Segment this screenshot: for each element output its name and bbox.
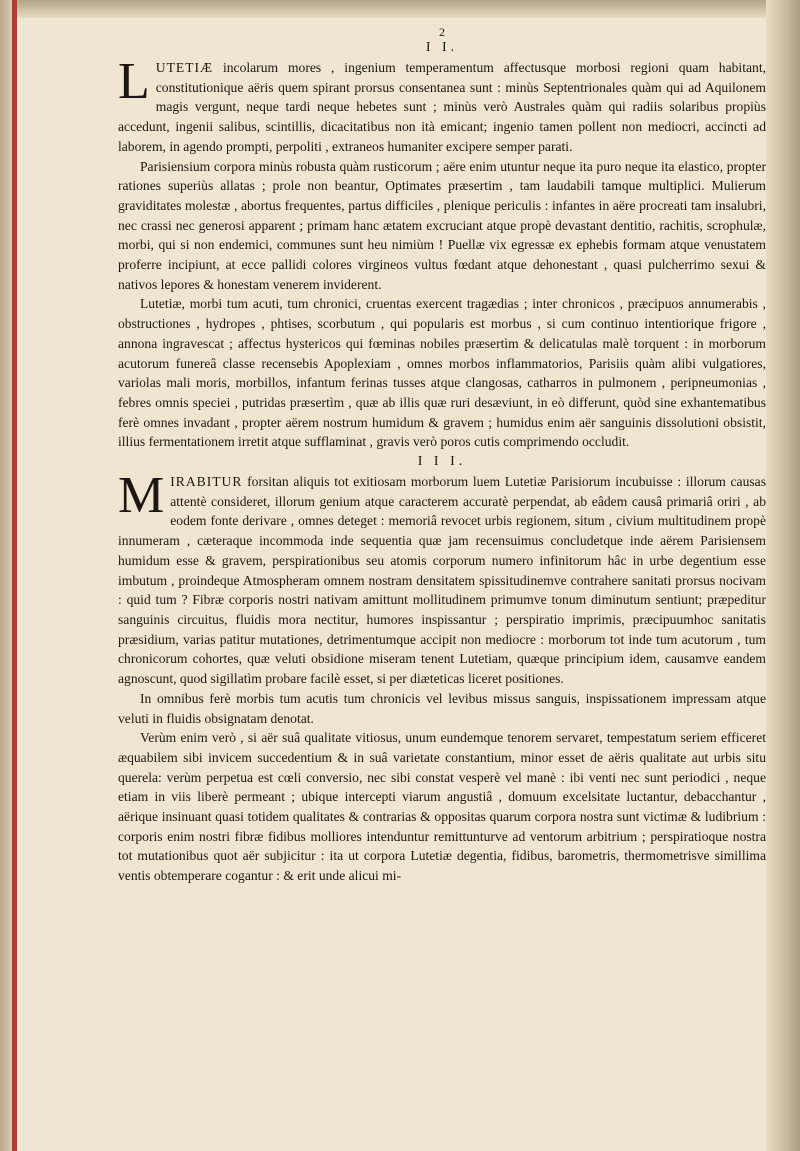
- paragraph: [118, 53, 766, 157]
- paragraph: [118, 467, 766, 689]
- paragraph: Lutetiæ, morbi tum acuti, tum chronici, cruentas exercent tragædias ; inter chronicos , præcipuos annumerabis , obstructiones , hydropes , phtises, scorbutum , qui popularis est morbus , si cum continuo intentiorique frigore , annona ingravescat ; affectus hystericos qui fœminas nobiles præsertìm & delicatulas malè torquent : in morborum acutorum funereâ classe recensebis Apoplexiam , omnes morbos inflammatorios, Parisiis quàm alibi vulgatiores, variolas mali moris, morbillos, infantum ferinas tusses atque clangosas, catharros in pulmonem , peripneumonias , febres omnis speciei , putridas præsertìm , quæ ab illis quæ ruri desæviunt, in eò differunt, quòd sine exhantematibus ferè omnes invadant , propter aërem nostrum humidum & gravem ; humidus enim aër sanguinis dissolutioni obsistit, illius fermentationem irretit atque sufflaminat , gravis verò poros cutis comprimendo occludit.: [118, 296, 766, 450]
- paragraph: Parisiensium corpora minùs robusta quàm rusticorum ; aëre enim utuntur neque ita puro neque ita elastico, propter rationes superiùs allatas ; prole non beantur, Optimates præsertim , tam laudabili tamque multiplici. Mulierum graviditates molestæ , abortus frequentes, partus difficiles , plenique periculis : infantes in aëre procreati tam insalubri, nec crassi nec generosi apparent ; primam hanc ætatem excruciant atque propè devastant dentitio, rachitis, scrophulæ, morbi, qui si non endemici, communes sunt heu nimiùm ! Puellæ vix egressæ ex ephebis formam atque venustatem proferre incipiunt, at ecce pallidi colores virgineos vultus fœdant atque dehonestant , quasi pulcherrimo sexui & nativos lepores & honestam venerem inviderent.: [118, 158, 766, 292]
- red-margin-rule: [12, 0, 17, 1151]
- drop-cap: M: [118, 467, 165, 525]
- paragraph-text: incolarum mores , ingenium temperamentum affectusque morbosi regioni quam habitant, constitutionique aëris quem spirant prorsus consentanea sunt : minùs Septentrionales quàm qui ad Aquilonem magis vergunt, neque tardi neque hebetes sunt ; minùs verò Australes quàm qui radiis solaribus propiùs accedunt, ingenii salibus, scintillis, dicacitatibus non ità emicant; ingenio tamen pollent non mediocri, accincti ad laborem, in agendo prompti, perpoliti , extraneos humaniter excipere semper parati.: [118, 60, 766, 154]
- text-column: [118, 26, 766, 886]
- lead-word: IRABITUR: [170, 474, 243, 490]
- paragraph: In omnibus ferè morbis tum acutis tum chronicis vel levibus missus sanguis, inspissationem impressam atque veluti in fluidis obsignatam denotat.: [118, 690, 766, 726]
- page-number: 2: [439, 25, 445, 39]
- drop-cap: L: [118, 53, 150, 110]
- section-number: I I.: [425, 40, 459, 55]
- paragraph: Verùm enim verò , si aër suâ qualitate vitiosus, unum eundemque tenorem servaret, tempestatum seriem efficeret æquabilem sibi invicem succedentium & in suâ varietate constantium, minor esset de aëris qualitate aut urbis situ querela: verùm perpetua est cœli conversio, nec sibi constat vesperè vel manè : ibi venti nec sunt periodici , neque etiam in viis liberè permeant ; ubique intercepti viarum angustiâ , domuum excelsitate luctantur, debacchantur , aërique insinuant quasi totidem qualitates & contrarias & oppositas quarum corpora nostra sunt victimæ & ludibrium : corporis enim nostri fibræ fidibus molliores intenduntur remittunturve ad ventorum arbitrium ; perspiratioque nostra tot mutationibus quot aër subjicitur : ita ut corpora Lutetiæ degentia, fidibus, barometris, thermometrisve simillima ventis obtemperare cogantur : & erit unde alicui mi-: [118, 730, 766, 884]
- page-fore-edge: [766, 0, 800, 1151]
- section-number: I I I.: [417, 454, 467, 470]
- page-top-edge: [0, 0, 800, 18]
- page-gutter: [0, 0, 12, 1151]
- lead-word: UTETIÆ: [155, 60, 214, 75]
- paragraph-text: forsitan aliquis tot exitiosam morborum luem Lutetiæ Parisiorum incubuisse : illorum causas attentè consideret, illorum genium atque caracterem accuratè perpendat, ab eâdem causâ primariâ oriri , ab eodem fonte derivare , omnes deteget : memoriâ revocet urbis regionem, situm , civium multitudinem propè innumeram , cæteraque incommoda inde sequentia quæ jam recensuimus concludetque inde aërem Parisiensem humidum esse & gravem, perspirationibus seu atomis corporum numero infinitorum hâc in urbe degentium esse imbutum , proindeque Atmospheram omnem nostram densitatem spissitudinemve contrahere sanitati prorsus nocivam : quid tum ? Fibræ corporis nostri nativam amittunt mollitudinem primumve tonum diminutum sentiunt; præpeditur sanguinis circuitus, fluidis mora nectitur, humores inspissantur ; perspiratio imprimis, præcipuumhoc sanitatis præsidium, varias patitur mutationes, detrimentumque accipit non mediocre : morborum tot inde tum acutorum , tum chronicorum cohortes, quæ veluti obsidione miseram tenent Lutetiam, quæque principium idem, causamve eandem agnoscunt, quod sigillatìm probare facilè esset, si per diæteticas liceret positiones.: [118, 474, 766, 687]
